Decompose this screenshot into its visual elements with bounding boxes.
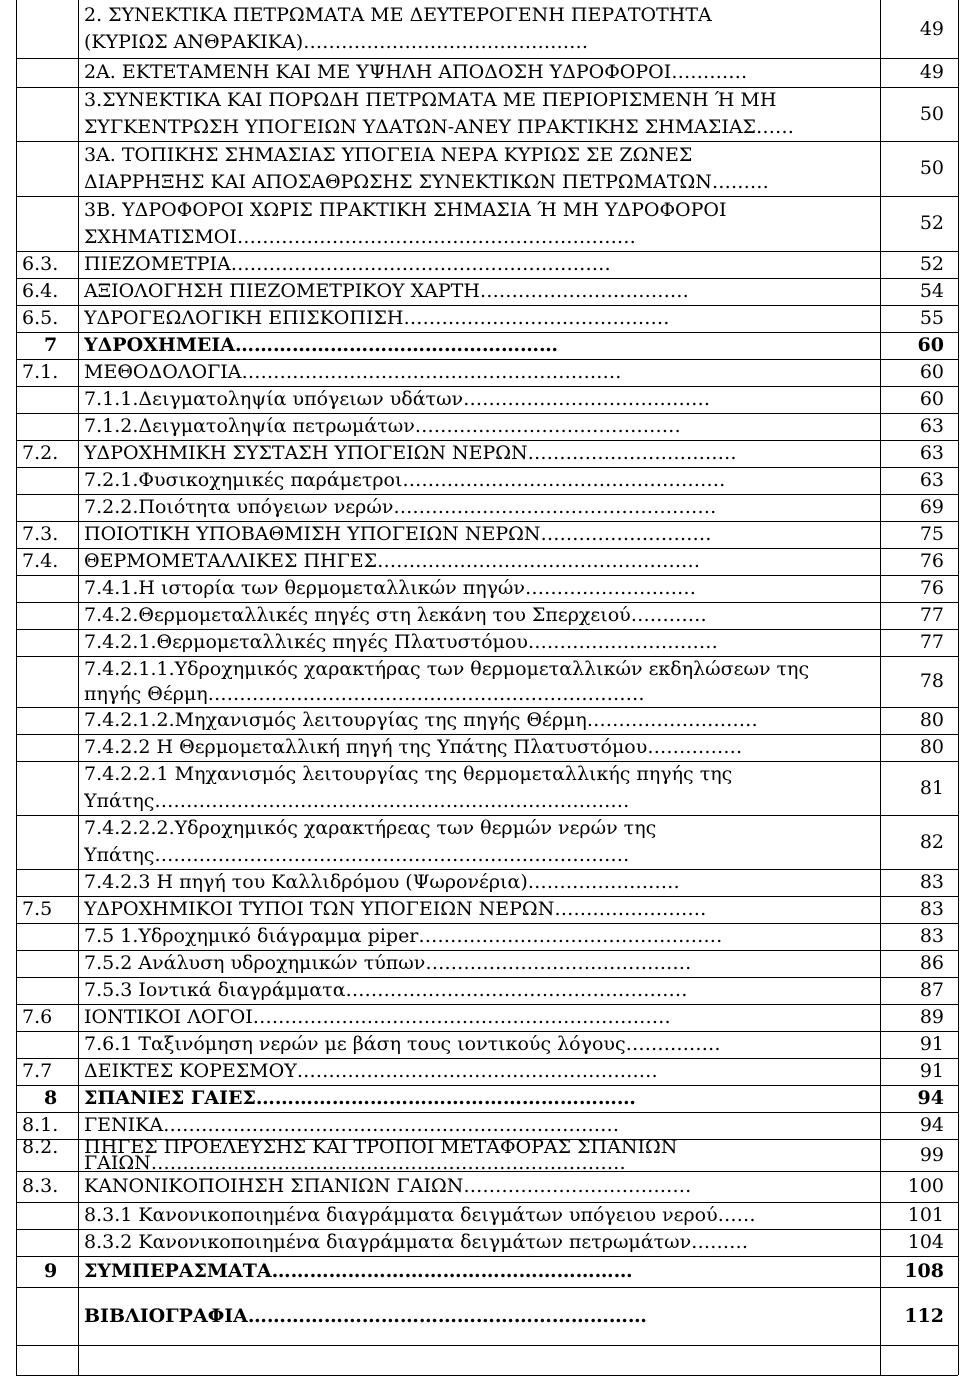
entry-title[interactable]: ΥΔΡΟΧΗΜΕΙΑ…………………………………………… [84,334,558,356]
page-number[interactable]: 77 [919,631,944,653]
entry-title[interactable]: 7.4.2.1.2.Μηχανισμός λειτουργίας της πηγής Θέρμη……………………… [84,709,758,731]
page-number[interactable]: 112 [904,1305,944,1327]
entry-title[interactable]: ΥΔΡΟΧΗΜΙΚΟΙ ΤΥΠΟΙ ΤΩΝ ΥΠΟΓΕΙΩΝ ΝΕΡΩΝ…………………… [84,898,707,920]
page-number[interactable]: 91 [919,1060,944,1082]
page-number[interactable]: 55 [919,307,944,329]
entry-title[interactable]: ΣΥΜΠΕΡΑΣΜΑΤΑ………………………………………………… [84,1260,633,1282]
entry-title[interactable]: ΠΟΙΟΤΙΚΗ ΥΠΟΒΑΘΜΙΣΗ ΥΠΟΓΕΙΩΝ ΝΕΡΩΝ……………………… [84,523,712,545]
section-number: 7.5 [22,898,53,920]
entry-title[interactable]: 3Β. ΥΔΡΟΦΟΡΟΙ ΧΩΡΙΣ ΠΡΑΚΤΙΚΗ ΣΗΜΑΣΙΑ Ή ΜΗ ΥΔΡΟΦΟΡΟΙ [84,199,727,221]
row-divider [16,1256,958,1257]
page-number[interactable]: 86 [919,952,944,974]
section-number: 7.6 [22,1006,53,1028]
section-number: 7.3. [22,523,59,545]
entry-title[interactable]: ΣΠΑΝΙΕΣ ΓΑΙΕΣ…………………………………………………… [84,1087,636,1109]
entry-title[interactable]: 7.4.1.Η ιστορία των θερμομεταλλικών πηγών……………………… [84,577,696,599]
section-number: 8.1. [22,1114,59,1136]
section-number: 7 [44,334,58,356]
entry-title[interactable]: 3Α. ΤΟΠΙΚΗΣ ΣΗΜΑΣΙΑΣ ΥΠΟΓΕΙΑ ΝΕΡΑ ΚΥΡΙΩΣ ΣΕ ΖΩΝΕΣ [84,144,693,166]
page-number[interactable]: 87 [919,979,944,1001]
page-number[interactable]: 49 [919,61,944,83]
page-number[interactable]: 99 [919,1144,944,1166]
entry-title[interactable]: 2Α. ΕΚΤΕΤΑΜΕΝΗ ΚΑΙ ΜΕ ΥΨΗΛΗ ΑΠΟΔΟΣΗ ΥΔΡΟΦΟΡΟΙ………… [84,61,748,83]
section-number: 9 [44,1260,58,1282]
entry-title[interactable]: ΒΙΒΛΙΟΓΡΑΦΙΑ……………………………………………………… [84,1305,647,1327]
entry-title[interactable]: 7.5.2 Ανάλυση υδροχημικών τύπων…………………………………… [84,952,692,974]
page-number[interactable]: 77 [919,604,944,626]
entry-title[interactable]: ΚΑΝΟΝΙΚΟΠΟΙΗΣΗ ΣΠΑΝΙΩΝ ΓΑΙΩΝ……………………………… [84,1175,692,1197]
page-number[interactable]: 60 [917,334,944,356]
entry-title[interactable]: ΓΑΙΩΝ………………………………………………………………… [84,1155,626,1171]
entry-title[interactable]: ΑΞΙΟΛΟΓΗΣΗ ΠΙΕΖΟΜΕΤΡΙΚΟΥ ΧΑΡΤΗ…………………………… [84,280,689,302]
entry-title[interactable]: Υπάτης………………………………………………………………… [84,790,630,812]
entry-title[interactable]: ΣΧΗΜΑΤΙΣΜΟΙ……………………………………………………… [84,226,636,248]
entry-title[interactable]: 7.5.3 Ιοντικά διαγράμματα……………………………………………… [84,979,688,1001]
section-number: 6.5. [22,307,59,329]
entry-title[interactable]: 7.4.2.2 Η Θερμομεταλλική πηγή της Υπάτης Πλατυστόμου…………… [84,736,743,758]
entry-title[interactable]: 7.4.2.3 Η πηγή του Καλλιδρόμου (Ψωρονέρια)…………………… [84,871,680,893]
page-number[interactable]: 83 [919,898,944,920]
row-divider [16,1375,958,1376]
entry-title[interactable]: ΜΕΘΟΔΟΛΟΓΙΑ…………………………………………………… [84,361,622,383]
column-divider [958,0,959,1375]
entry-title[interactable]: 7.4.2.1.1.Υδροχημικός χαρακτήρας των θερμομεταλλικών εκδηλώσεων της [84,658,810,680]
entry-title[interactable]: ΥΔΡΟΧΗΜΙΚΗ ΣΥΣΤΑΣΗ ΥΠΟΓΕΙΩΝ ΝΕΡΩΝ…………………………… [84,442,737,464]
page-number[interactable]: 80 [919,709,944,731]
entry-title[interactable]: 7.2.1.Φυσικοχημικές παράμετροι…………………………………………… [84,469,726,491]
entry-title[interactable]: 7.1.1.Δειγματοληψία υπόγειων υδάτων………………………………… [84,388,711,410]
page-number[interactable]: 83 [919,925,944,947]
entry-title[interactable]: 7.4.2.2.2.Υδροχημικός χαρακτήρεας των θερμών νερών της [84,817,657,839]
entry-title[interactable]: ΔΙΑΡΡΗΞΗΣ ΚΑΙ ΑΠΟΣΑΘΡΩΣΗΣ ΣΥΝΕΚΤΙΚΩΝ ΠΕΤΡΩΜΑΤΩΝ……… [84,171,769,193]
page-number[interactable]: 76 [919,550,944,572]
page-number[interactable]: 104 [907,1231,944,1253]
page-number[interactable]: 63 [919,469,944,491]
section-number: 8.2. [22,1136,59,1158]
entry-title[interactable]: 7.6.1 Ταξινόμηση νερών με βάση τους ιοντικούς λόγους…………… [84,1033,721,1055]
page-number[interactable]: 60 [919,361,944,383]
section-number: 7.2. [22,442,59,464]
entry-title[interactable]: 8.3.2 Κανονικοποιημένα διαγράμματα δειγμάτων πετρωμάτων……… [84,1231,749,1253]
page-number[interactable]: 94 [917,1087,944,1109]
entry-title[interactable]: 7.2.2.Ποιότητα υπόγειων νερών…………………………………………… [84,496,717,518]
page-number[interactable]: 49 [919,18,944,40]
row-divider [16,1171,958,1172]
section-number: 6.4. [22,280,59,302]
section-number: 7.7 [22,1060,53,1082]
entry-title[interactable]: ΘΕΡΜΟΜΕΤΑΛΛΙΚΕΣ ΠΗΓΕΣ…………………………………………… [84,550,701,572]
entry-title[interactable]: ΥΔΡΟΓΕΩΛΟΓΙΚΗ ΕΠΙΣΚΟΠΙΣΗ…………………………………… [84,307,670,329]
entry-title[interactable]: ΔΕΙΚΤΕΣ ΚΟΡΕΣΜΟΥ………………………………………………… [84,1060,658,1082]
entry-title[interactable]: ΓΕΝΙΚΑ……………………………………………………………… [84,1114,620,1136]
page-number[interactable]: 100 [907,1175,944,1197]
page-number[interactable]: 108 [904,1260,944,1282]
page-number[interactable]: 101 [907,1204,944,1226]
page-number[interactable]: 94 [919,1114,944,1136]
page-number[interactable]: 75 [919,523,944,545]
entry-title[interactable]: 2. ΣΥΝΕΚΤΙΚΑ ΠΕΤΡΩΜΑΤΑ ΜΕ ΔΕΥΤΕΡΟΓΕΝΗ ΠΕΡΑΤΟΤΗΤΑ [84,4,712,26]
entry-title[interactable]: ΠΗΓΕΣ ΠΡΟΕΛΕΥΣΗΣ ΚΑΙ ΤΡΟΠΟΙ ΜΕΤΑΦΟΡΑΣ ΣΠΑΝΙΩΝ [84,1139,678,1155]
page-number[interactable]: 82 [919,831,944,853]
page-number[interactable]: 78 [919,670,944,692]
page-number[interactable]: 54 [919,280,944,302]
section-number: 8.3. [22,1175,59,1197]
row-divider [16,1287,958,1288]
section-number: 7.1. [22,361,59,383]
page-number[interactable]: 52 [919,212,944,234]
page-number[interactable]: 76 [919,577,944,599]
page-number[interactable]: 69 [919,496,944,518]
entry-title[interactable]: 7.5 1.Υδροχημικό διάγραμμα piper………………………………………… [84,925,723,947]
entry-title[interactable]: ΣΥΓΚΕΝΤΡΩΣΗ ΥΠΟΓΕΙΩΝ ΥΔΑΤΩΝ-ΑΝΕΥ ΠΡΑΚΤΙΚΗΣ ΣΗΜΑΣΙΑΣ…… [84,116,794,138]
page-number[interactable]: 91 [919,1033,944,1055]
page-number[interactable]: 63 [919,415,944,437]
section-number: 7.4. [22,550,59,572]
page-number[interactable]: 83 [919,871,944,893]
page-number[interactable]: 81 [919,777,944,799]
entry-title[interactable]: ΠΙΕΖΟΜΕΤΡΙΑ…………………………………………………… [84,253,611,275]
entry-title[interactable]: πηγής Θέρμη…………………………………………………………… [84,683,645,705]
entry-title[interactable]: 3.ΣΥΝΕΚΤΙΚΑ ΚΑΙ ΠΟΡΩΔΗ ΠΕΤΡΩΜΑΤΑ ΜΕ ΠΕΡΙΟΡΙΣΜΕΝΗ Ή ΜΗ [84,89,777,111]
entry-title[interactable]: 7.4.2.2.1 Μηχανισμός λειτουργίας της θερμομεταλλικής πηγής της [84,763,733,785]
entry-title[interactable]: 8.3.1 Κανονικοποιημένα διαγράμματα δειγμάτων υπόγειου νερού…… [84,1204,756,1226]
column-divider [78,0,79,1375]
page-number[interactable]: 60 [919,388,944,410]
page-number[interactable]: 89 [919,1006,944,1028]
page-number[interactable]: 52 [919,253,944,275]
page-number[interactable]: 80 [919,736,944,758]
page-number[interactable]: 63 [919,442,944,464]
entry-title[interactable]: 7.4.2.1.Θερμομεταλλικές πηγές Πλατυστόμου………………………… [84,631,718,653]
section-number: 6.3. [22,253,59,275]
page-number[interactable]: 50 [919,103,944,125]
column-divider [16,0,17,1375]
page-number[interactable]: 50 [919,157,944,179]
entry-title[interactable]: 7.1.2.Δειγματοληψία πετρωμάτων…………………………………… [84,415,681,437]
entry-title[interactable]: (ΚΥΡΙΩΣ ΑΝΘΡΑΚΙΚΑ)……………………………………… [84,31,589,53]
section-number: 8 [44,1087,58,1109]
entry-title[interactable]: Υπάτης………………………………………………………………… [84,844,630,866]
entry-title[interactable]: ΙΟΝΤΙΚΟΙ ΛΟΓΟΙ………………………………………………………… [84,1006,671,1028]
row-divider [16,1345,958,1346]
entry-title[interactable]: 7.4.2.Θερμομεταλλικές πηγές στη λεκάνη του Σπερχειού………… [84,604,707,626]
